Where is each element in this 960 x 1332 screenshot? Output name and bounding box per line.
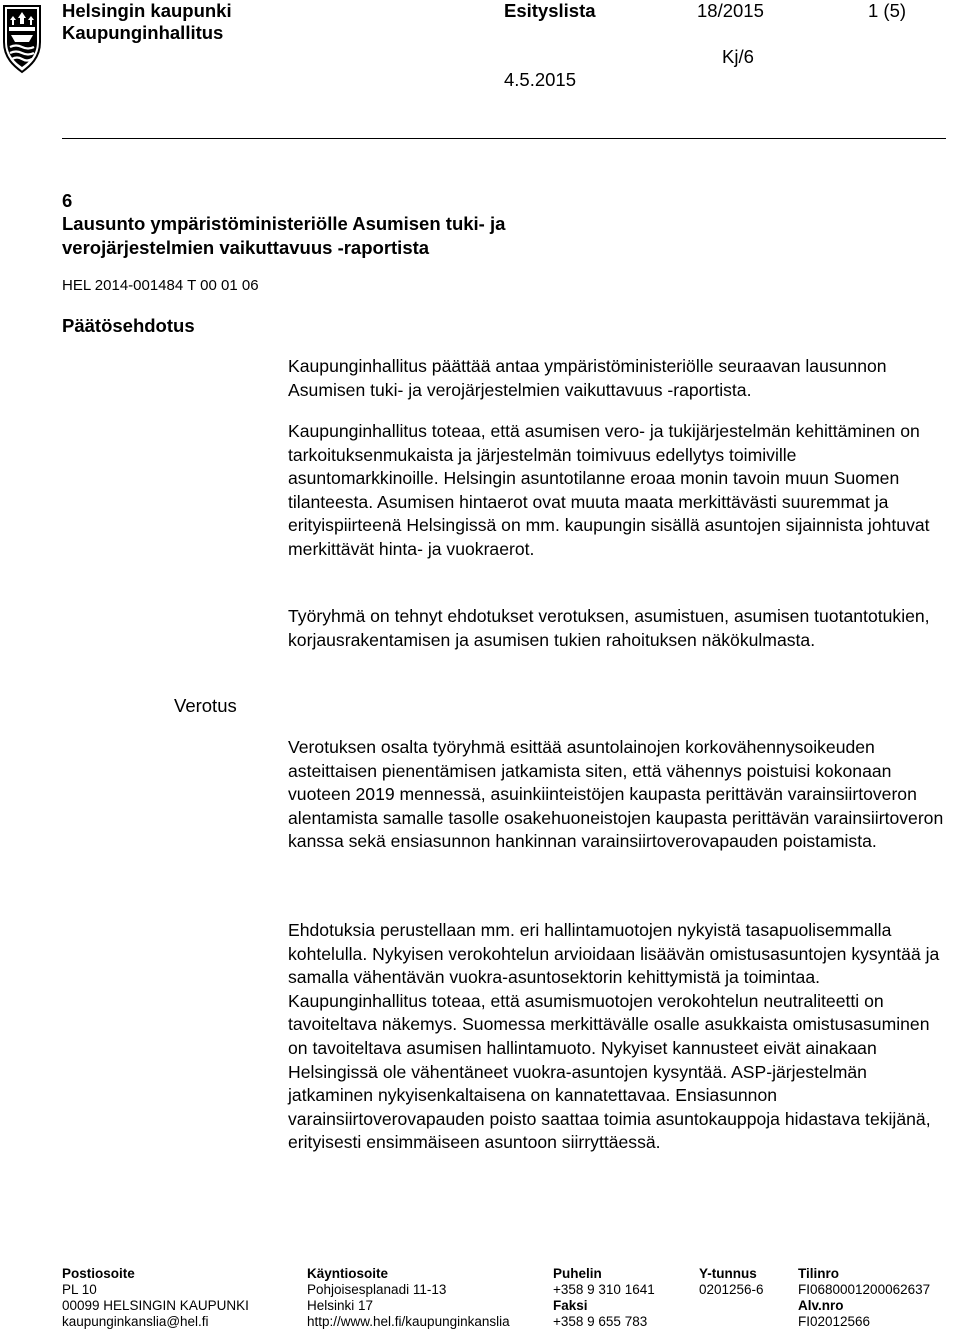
footer-phone-number: +358 9 310 1641 xyxy=(553,1282,655,1297)
proposal-heading: Päätösehdotus xyxy=(62,315,195,336)
footer-visiting xyxy=(307,1266,510,1330)
footer-account xyxy=(798,1266,930,1330)
header-date: 4.5.2015 xyxy=(504,69,577,90)
footer-visiting-street: Pohjoisesplanadi 11-13 xyxy=(307,1282,447,1297)
paragraph-3: Työryhmä on tehnyt ehdotukset verotuksen, asumistuen, asumisen tuotantotukien, korjausrakentamisen ja asumisen tukien rahoituksen näkökulmasta. xyxy=(288,606,930,650)
footer-postal xyxy=(62,1266,249,1330)
footer-postal-city: 00099 HELSINGIN KAUPUNKI xyxy=(62,1298,249,1313)
footer-email: kaupunginkanslia@hel.fi xyxy=(62,1314,209,1329)
footer-postal-box: PL 10 xyxy=(62,1282,97,1297)
item-title-line2: verojärjestelmien vaikuttavuus -raportista xyxy=(62,237,430,258)
item-number: 6 xyxy=(62,190,73,211)
footer-visiting-label: Käyntiosoite xyxy=(307,1266,389,1281)
footer-phone xyxy=(553,1266,655,1330)
footer-fax-number: +358 9 655 783 xyxy=(553,1314,648,1329)
footer-vat-number: FI02012566 xyxy=(798,1314,871,1329)
footer-business-id-label: Y-tunnus xyxy=(699,1266,757,1281)
item-title-line1: Lausunto ympäristöministeriölle Asumisen tuki- ja xyxy=(62,213,506,234)
header-divider xyxy=(62,138,946,139)
header-doc-type: Esityslista xyxy=(504,0,596,21)
header-number: 18/2015 xyxy=(697,0,764,21)
footer-account-number: FI0680001200062637 xyxy=(798,1282,931,1297)
header-page: 1 (5) xyxy=(868,0,907,21)
footer-website-link[interactable]: http://www.hel.fi/kaupunginkanslia xyxy=(307,1314,510,1329)
footer-fax-label: Faksi xyxy=(553,1298,588,1313)
footer-business-id-value: 0201256-6 xyxy=(699,1282,764,1297)
header-body: Kaupunginhallitus xyxy=(62,22,224,43)
header-item-code: Kj/6 xyxy=(722,46,754,67)
header-org: Helsingin kaupunki xyxy=(62,0,232,21)
footer-vat-label: Alv.nro xyxy=(798,1298,844,1313)
diary-number: HEL 2014-001484 T 00 01 06 xyxy=(62,277,259,294)
paragraph-2: Kaupunginhallitus toteaa, että asumisen vero- ja tukijärjestelmän kehittäminen on tarkoituksenmukaista ja järjestelmän toimivuus edellytys toimiville asuntomarkkinoille. Helsingin asuntotilanne eroaa monin tavoin muun Suomen tilanteesta. Asumisen hintaerot ovat muuta maata merkittävästi suuremmat ja erityispiirteenä Helsingissä on mm. kaupungin sisällä asuntojen sijainnista johtuvat merkittävät hinta- ja vuokraerot. xyxy=(288,421,930,559)
paragraph-1: Kaupunginhallitus päättää antaa ympäristöministeriölle seuraavan lausunnon Asumisen tuki- ja verojärjestelmien vaikuttavuus -raportista. xyxy=(288,356,887,400)
footer-business-id xyxy=(699,1266,764,1298)
footer-account-label: Tilinro xyxy=(798,1266,840,1281)
side-heading-verotus: Verotus xyxy=(174,695,237,716)
footer-visiting-city: Helsinki 17 xyxy=(307,1298,374,1313)
paragraph-4: Verotuksen osalta työryhmä esittää asuntolainojen korkovähennysoikeuden asteittaisen pienentämisen jatkamista siten, että vähennys poistuisi kokonaan vuoteen 2019 mennessä, asuinkiinteistöjen kaupasta perittävän varainsiirtoveron alentamista samalle tasolle osakehuoneistojen kaupasta perittävän varainsiirtoveron kanssa sekä ensiasunnon hankinnan varainsiirtoverovapauden poistamista. xyxy=(288,737,944,852)
footer-postal-label: Postiosoite xyxy=(62,1266,135,1281)
paragraph-5: Ehdotuksia perustellaan mm. eri hallintamuotojen nykyistä tasapuolisemmalla kohtelulla. Nykyisen verokohtelun arvioidaan lisäävän omistusasuntojen kysyntää ja samalla vähentävän vuokra-asuntosektorin kehittymistä ja toimintaa. Kaupunginhallitus toteaa, että asumismuotojen verokohtelun neutraliteetti on tavoiteltava näkemys. Suomessa merkittävälle osalle asukkaista omistusasuminen on tavoiteltava asumisen hallintamuoto. Nykyiset kannusteet eivät ainakaan Helsingissä ole vähentäneet vuokra-asuntojen kysyntää. ASP-järjestelmän jatkaminen nykyisenkaltaisena on kannatettavaa. Ensiasunnon varainsiirtoverovapauden poisto saattaa toimia asuntokauppoja hidastava tekijänä, erityisesti ensimmäiseen asuntoon siirryttäessä. xyxy=(288,920,940,1153)
helsinki-crest-icon xyxy=(2,2,42,74)
footer-phone-label: Puhelin xyxy=(553,1266,602,1281)
